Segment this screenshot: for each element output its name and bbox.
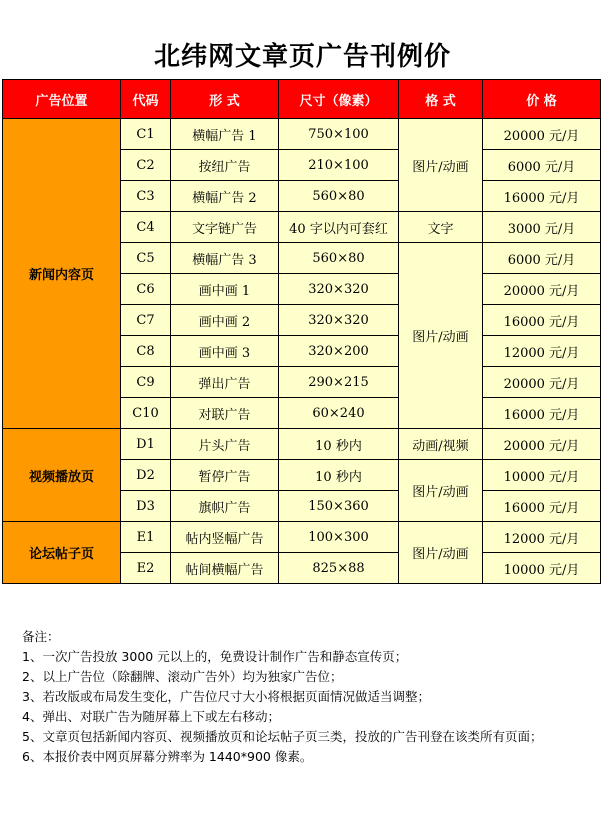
- cell-code: D1: [121, 429, 171, 460]
- cell-form: 横幅广告 2: [171, 181, 279, 212]
- cell-form: 按纽广告: [171, 150, 279, 181]
- cell-code: C8: [121, 336, 171, 367]
- cell-code: D3: [121, 491, 171, 522]
- cell-size: 150×360: [279, 491, 399, 522]
- cell-size: 10 秒内: [279, 460, 399, 491]
- header-format: 格 式: [399, 80, 483, 119]
- cell-price: 20000 元/月: [483, 367, 601, 398]
- cell-form: 暂停广告: [171, 460, 279, 491]
- cell-format: 文字: [399, 212, 483, 243]
- cell-size: 825×88: [279, 553, 399, 584]
- cell-form: 帖间横幅广告: [171, 553, 279, 584]
- cell-code: C9: [121, 367, 171, 398]
- cell-price: 16000 元/月: [483, 181, 601, 212]
- cell-form: 画中画 1: [171, 274, 279, 305]
- cell-price: 3000 元/月: [483, 212, 601, 243]
- cell-code: E2: [121, 553, 171, 584]
- cell-price: 10000 元/月: [483, 460, 601, 491]
- cell-format: 图片/动画: [399, 522, 483, 584]
- table-row: [3, 522, 601, 553]
- table-row: [3, 429, 601, 460]
- cell-price: 16000 元/月: [483, 398, 601, 429]
- cell-price: 6000 元/月: [483, 243, 601, 274]
- cell-form: 横幅广告 1: [171, 119, 279, 150]
- cell-format: 图片/动画: [399, 460, 483, 522]
- cell-size: 60×240: [279, 398, 399, 429]
- cell-size: 320×320: [279, 274, 399, 305]
- rate-table: [2, 79, 601, 584]
- notes-section: [22, 627, 587, 767]
- note-item: 2、以上广告位（除翻牌、滚动广告外）均为独家广告位；: [22, 669, 343, 684]
- table-header-row: [3, 80, 601, 119]
- cell-size: 320×200: [279, 336, 399, 367]
- cell-form: 帖内竖幅广告: [171, 522, 279, 553]
- cell-size: 750×100: [279, 119, 399, 150]
- cell-format: 图片/动画: [399, 119, 483, 212]
- cell-form: 片头广告: [171, 429, 279, 460]
- cell-form: 对联广告: [171, 398, 279, 429]
- cell-price: 20000 元/月: [483, 274, 601, 305]
- header-form: 形 式: [171, 80, 279, 119]
- cell-form: 旗帜广告: [171, 491, 279, 522]
- cell-size: 10 秒内: [279, 429, 399, 460]
- cell-format: 动画/视频: [399, 429, 483, 460]
- page-title: 北纬网文章页广告刊例价: [153, 42, 451, 72]
- cell-code: C4: [121, 212, 171, 243]
- header-position: 广告位置: [3, 80, 121, 119]
- cell-price: 12000 元/月: [483, 336, 601, 367]
- cell-price: 20000 元/月: [483, 429, 601, 460]
- cell-format: 图片/动画: [399, 243, 483, 429]
- cell-code: E1: [121, 522, 171, 553]
- cell-price: 16000 元/月: [483, 491, 601, 522]
- cell-price: 12000 元/月: [483, 522, 601, 553]
- header-code: 代码: [121, 80, 171, 119]
- cell-form: 横幅广告 3: [171, 243, 279, 274]
- cell-size: 320×320: [279, 305, 399, 336]
- note-item: 4、弹出、对联广告为随屏幕上下或左右移动；: [22, 709, 280, 724]
- note-item: 6、本报价表中网页屏幕分辨率为 1440*900 像素。: [22, 749, 313, 764]
- header-price: 价 格: [483, 80, 601, 119]
- cell-code: C3: [121, 181, 171, 212]
- cell-code: C5: [121, 243, 171, 274]
- cell-code: C10: [121, 398, 171, 429]
- cell-size: 560×80: [279, 243, 399, 274]
- cell-code: D2: [121, 460, 171, 491]
- note-item: 1、一次广告投放 3000 元以上的，免费设计制作广告和静态宣传页；: [22, 649, 408, 664]
- cell-form: 文字链广告: [171, 212, 279, 243]
- note-item: 5、文章页包括新闻内容页、视频播放页和论坛帖子页三类，投放的广告刊登在该类所有页面；: [22, 729, 543, 744]
- cell-size: 40 字以内可套红: [279, 212, 399, 243]
- cell-size: 100×300: [279, 522, 399, 553]
- category-video: 视频播放页: [3, 429, 121, 522]
- cell-form: 画中画 2: [171, 305, 279, 336]
- category-forum: 论坛帖子页: [3, 522, 121, 584]
- cell-size: 560×80: [279, 181, 399, 212]
- header-size: 尺寸（像素）: [279, 80, 399, 119]
- cell-price: 10000 元/月: [483, 553, 601, 584]
- cell-code: C6: [121, 274, 171, 305]
- cell-form: 弹出广告: [171, 367, 279, 398]
- cell-size: 210×100: [279, 150, 399, 181]
- cell-price: 6000 元/月: [483, 150, 601, 181]
- category-news: 新闻内容页: [3, 119, 121, 429]
- cell-code: C2: [121, 150, 171, 181]
- note-item: 3、若改版或布局发生变化，广告位尺寸大小将根据页面情况做适当调整；: [22, 689, 430, 704]
- cell-code: C1: [121, 119, 171, 150]
- notes-heading: 备注：: [22, 629, 60, 644]
- table-row: [3, 119, 601, 150]
- cell-code: C7: [121, 305, 171, 336]
- cell-size: 290×215: [279, 367, 399, 398]
- cell-price: 16000 元/月: [483, 305, 601, 336]
- cell-form: 画中画 3: [171, 336, 279, 367]
- cell-price: 20000 元/月: [483, 119, 601, 150]
